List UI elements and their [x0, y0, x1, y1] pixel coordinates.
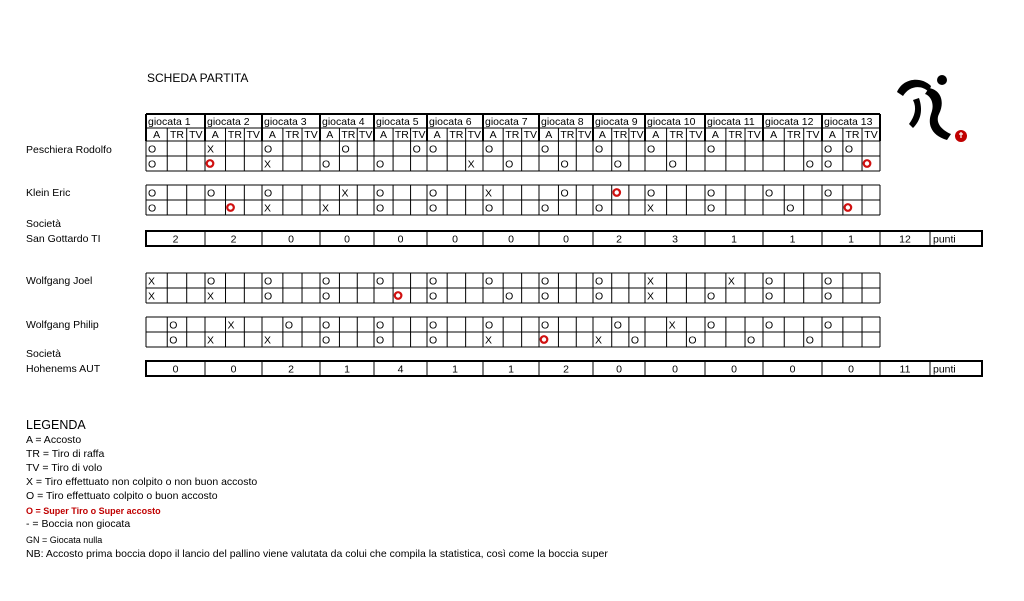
shot-mark: O [765, 290, 774, 303]
round-score: 3 [672, 233, 678, 246]
shot-mark: X [207, 334, 215, 347]
player-name: Wolfgang Philip [26, 319, 99, 331]
shot-mark: O [541, 290, 550, 303]
shot-mark: O [148, 143, 157, 156]
subcol-header: A [211, 129, 219, 141]
subcol-header: TV [523, 129, 538, 141]
super-shot-mark [864, 160, 871, 167]
subcol-header: TV [189, 129, 203, 141]
legend-item: A = Accosto [26, 434, 82, 446]
round-header: giocata 8 [541, 116, 584, 128]
shot-mark: O [429, 334, 438, 347]
shot-mark: O [485, 143, 494, 156]
shot-mark: O [595, 290, 604, 303]
subcol-header: TV [806, 129, 820, 141]
shot-mark: X [647, 290, 655, 303]
player-name: Klein Eric [26, 187, 71, 199]
round-header: giocata 7 [485, 116, 528, 128]
subcol-header: A [433, 129, 441, 141]
shot-mark: X [148, 275, 156, 288]
team-total: 11 [899, 363, 911, 376]
shot-mark: O [805, 334, 814, 347]
subcol-header: TR [728, 129, 743, 141]
shot-mark: O [541, 319, 550, 332]
round-score: 0 [344, 233, 350, 246]
subcol-header: A [380, 129, 388, 141]
subcol-header: A [268, 129, 276, 141]
shot-mark: O [707, 319, 716, 332]
shot-mark: O [844, 143, 854, 156]
shot-mark: O [786, 202, 795, 215]
round-score: 1 [731, 233, 737, 246]
shot-mark: X [207, 290, 215, 303]
shot-mark: O [148, 158, 157, 171]
round-header: giocata 9 [595, 116, 638, 128]
round-score: 1 [789, 233, 796, 246]
shot-mark: O [541, 275, 550, 288]
shot-mark: O [376, 334, 385, 347]
shot-mark: O [322, 319, 331, 332]
round-score: 0 [452, 233, 458, 246]
subcol-header: A [153, 129, 161, 141]
shot-mark: X [322, 202, 330, 215]
legend-super: O = Super Tiro o Super accosto [26, 506, 161, 516]
shot-mark: O [376, 158, 385, 171]
shot-mark: O [429, 143, 438, 156]
team-total: 12 [899, 233, 911, 246]
legend-item: - = Boccia non giocata [26, 518, 131, 530]
shot-mark: O [630, 334, 640, 347]
shot-mark: O [668, 158, 677, 171]
super-shot-mark [395, 292, 402, 299]
subcol-header: TV [630, 129, 644, 141]
round-score: 4 [397, 363, 404, 376]
shot-mark: O [647, 187, 656, 200]
shot-mark: X [727, 275, 735, 288]
shot-mark: O [505, 158, 514, 171]
round-score: 0 [563, 233, 569, 246]
shot-mark: O [613, 158, 622, 171]
round-score: 2 [230, 233, 237, 246]
legend-item: X = Tiro effettuato non colpito o non buon accosto [26, 476, 258, 488]
bocce-player-logo-icon [893, 70, 973, 144]
shot-mark: O [805, 158, 814, 171]
subcol-header: A [711, 129, 719, 141]
shot-mark: O [322, 334, 331, 347]
legend-item: TR = Tiro di raffa [26, 448, 105, 460]
subcol-header: A [598, 129, 606, 141]
shot-mark: O [169, 319, 178, 332]
shot-mark: O [707, 202, 716, 215]
shot-mark: O [485, 275, 494, 288]
round-header: giocata 5 [376, 116, 419, 128]
round-header: giocata 10 [647, 116, 696, 128]
subcol-header: TV [688, 129, 703, 141]
shot-mark: O [264, 143, 273, 156]
team-label: Società [26, 218, 62, 230]
player-name: Wolfgang Joel [26, 275, 93, 287]
subcol-header: A [770, 129, 778, 141]
subcol-header: TR [613, 129, 628, 141]
round-header: giocata 1 [148, 116, 191, 128]
shot-mark: O [322, 290, 331, 303]
round-score: 2 [288, 363, 294, 376]
shot-mark: O [824, 158, 833, 171]
round-score: 0 [848, 363, 854, 376]
round-score: 1 [848, 233, 854, 246]
shot-mark: O [322, 158, 331, 171]
shot-mark: O [824, 275, 833, 288]
shot-mark: O [595, 202, 604, 215]
shot-mark: O [647, 143, 656, 156]
round-score: 0 [731, 363, 737, 376]
shot-mark: O [429, 202, 438, 215]
shot-mark: O [207, 275, 216, 288]
shot-mark: X [595, 334, 603, 347]
subcol-header: TR [341, 129, 356, 141]
shot-mark: O [485, 319, 494, 332]
subcol-header: TR [169, 129, 184, 141]
subcol-header: TV [412, 129, 426, 141]
shot-mark: O [429, 187, 438, 200]
super-shot-mark [207, 160, 214, 167]
shot-mark: X [227, 319, 235, 332]
shot-mark: O [169, 334, 178, 347]
round-score: 2 [563, 363, 569, 376]
subcol-header: TR [505, 129, 520, 141]
subcol-header: TR [449, 129, 464, 141]
shot-mark: X [264, 202, 272, 215]
team-label: Società [26, 348, 62, 360]
shot-mark: O [429, 275, 438, 288]
round-header: giocata 2 [207, 116, 250, 128]
shot-mark: O [376, 275, 385, 288]
round-score: 2 [172, 233, 179, 246]
super-shot-mark [227, 204, 234, 211]
subcol-header: TV [358, 129, 373, 141]
shot-mark: O [747, 334, 756, 347]
round-score: 0 [172, 363, 179, 376]
round-score: 2 [616, 233, 622, 246]
legend-item: O = Tiro effettuato colpito o buon accosto [26, 490, 218, 502]
shot-mark: X [264, 334, 272, 347]
player-name: Peschiera Rodolfo [26, 144, 112, 156]
shot-mark: X [647, 202, 655, 215]
shot-mark: O [376, 319, 385, 332]
subcol-header: TV [864, 129, 878, 141]
round-score: 0 [230, 363, 237, 376]
legend-note: NB: Accosto prima boccia dopo il lancio del pallino viene valutata da colui che compila la statistica, così come la boccia super [26, 548, 608, 560]
shot-mark: O [613, 319, 622, 332]
team-total-unit: punti [933, 233, 956, 246]
subcol-header: TV [747, 129, 761, 141]
shot-mark: O [376, 202, 385, 215]
shot-mark: X [485, 187, 493, 200]
subcol-header: A [652, 129, 660, 141]
shot-mark: O [412, 143, 421, 156]
round-header: giocata 6 [429, 116, 472, 128]
shot-mark: O [824, 319, 833, 332]
shot-mark: O [824, 187, 833, 200]
round-header: giocata 13 [824, 116, 873, 128]
super-shot-mark [541, 336, 548, 343]
shot-mark: X [148, 290, 156, 303]
shot-mark: O [707, 187, 716, 200]
shot-mark: O [595, 275, 604, 288]
shot-mark: X [207, 143, 215, 156]
shot-mark: O [322, 275, 331, 288]
subcol-header: TR [285, 129, 300, 141]
shot-mark: O [264, 187, 273, 200]
subcol-header: TR [560, 129, 575, 141]
super-shot-mark [613, 189, 620, 196]
subcol-header: TV [304, 129, 318, 141]
shot-mark: O [284, 319, 294, 332]
shot-mark: O [560, 158, 569, 171]
subcol-header: TV [246, 129, 260, 141]
shot-mark: O [429, 319, 438, 332]
shot-mark: O [207, 187, 216, 200]
subcol-header: A [828, 129, 836, 141]
round-score: 0 [672, 363, 678, 376]
subcol-header: A [545, 129, 553, 141]
round-score: 1 [344, 363, 350, 376]
shot-mark: O [824, 290, 833, 303]
round-header: giocata 11 [707, 116, 755, 128]
shot-mark: X [341, 187, 349, 200]
shot-mark: O [595, 143, 604, 156]
shot-mark: O [765, 275, 774, 288]
shot-mark: X [647, 275, 655, 288]
shot-mark: O [707, 143, 716, 156]
round-score: 0 [288, 233, 294, 246]
shot-mark: O [376, 187, 385, 200]
round-score: 1 [508, 363, 514, 376]
shot-mark: X [668, 319, 676, 332]
shot-mark: O [505, 290, 514, 303]
subcol-header: A [326, 129, 334, 141]
subcol-header: A [489, 129, 497, 141]
subcol-header: TR [786, 129, 801, 141]
round-score: 1 [452, 363, 458, 376]
shot-mark: O [765, 319, 774, 332]
shot-mark: O [485, 202, 494, 215]
round-header: giocata 12 [765, 116, 814, 128]
subcol-header: TR [394, 129, 409, 141]
team-total-unit: punti [933, 363, 956, 376]
legend-gn: GN = Giocata nulla [26, 535, 103, 545]
shot-mark: O [707, 290, 716, 303]
round-header: giocata 4 [322, 116, 365, 128]
shot-mark: O [541, 143, 550, 156]
subcol-header: TR [845, 129, 860, 141]
page-title: SCHEDA PARTITA [147, 71, 249, 85]
subcol-header: TV [577, 129, 592, 141]
shot-mark: O [824, 143, 833, 156]
round-score: 0 [789, 363, 796, 376]
round-score: 0 [397, 233, 404, 246]
shot-mark: O [148, 187, 157, 200]
shot-mark: O [429, 290, 438, 303]
round-header: giocata 3 [264, 116, 307, 128]
shot-mark: X [485, 334, 493, 347]
shot-mark: O [560, 187, 569, 200]
team-name: Hohenems AUT [26, 363, 101, 375]
shot-mark: X [264, 158, 272, 171]
legend-item: TV = Tiro di volo [26, 462, 103, 474]
subcol-header: TR [227, 129, 242, 141]
round-score: 0 [508, 233, 514, 246]
shot-mark: O [264, 275, 273, 288]
super-shot-mark [845, 204, 852, 211]
shot-mark: O [541, 202, 550, 215]
round-score: 0 [616, 363, 622, 376]
subcol-header: TR [669, 129, 684, 141]
shot-mark: O [341, 143, 350, 156]
team-name: San Gottardo TI [26, 233, 101, 245]
shot-mark: X [467, 158, 475, 171]
legend-title: LEGENDA [26, 418, 86, 432]
subcol-header: TV [467, 129, 482, 141]
shot-mark: O [688, 334, 697, 347]
shot-mark: O [148, 202, 157, 215]
shot-mark: O [765, 187, 774, 200]
shot-mark: O [264, 290, 273, 303]
